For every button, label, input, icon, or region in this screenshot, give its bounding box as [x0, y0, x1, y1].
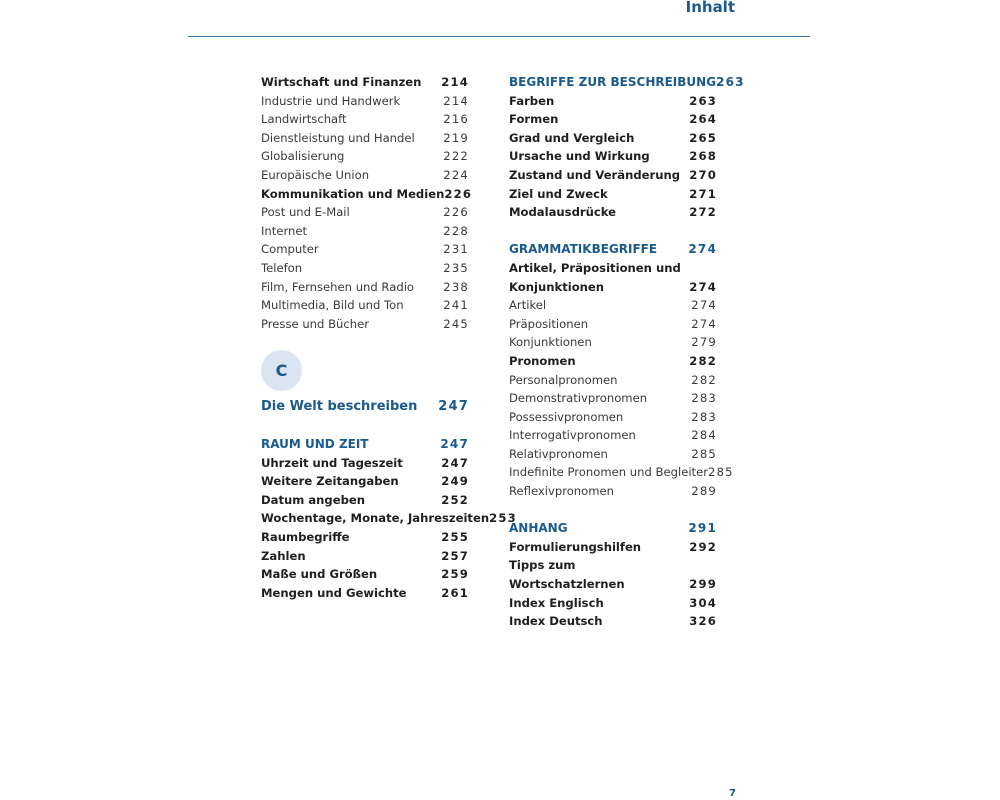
toc-entry-label: Internet	[261, 223, 308, 238]
toc-entry-label: Kommunikation und Medien	[261, 186, 445, 201]
toc-entry-label: Grad und Vergleich	[509, 130, 635, 145]
toc-entry-label: Indefinite Pronomen und Begleiter	[509, 465, 708, 480]
toc-entry-label: Telefon	[261, 260, 303, 275]
toc-entry-page: 219	[443, 130, 469, 145]
toc-entry-page: 283	[691, 409, 717, 424]
toc-entry[interactable]	[261, 278, 469, 297]
toc-entry[interactable]	[261, 315, 469, 334]
toc-entry-page: 265	[689, 130, 717, 145]
toc-entry-label: Maße und Größen	[261, 567, 378, 582]
toc-entry-label: Dienstleistung und Handel	[261, 130, 415, 145]
spacer	[261, 333, 469, 352]
toc-entry[interactable]	[261, 73, 469, 92]
toc-entry[interactable]	[261, 240, 469, 259]
toc-entry-label: BEGRIFFE ZUR BESCHREIBUNG	[509, 75, 717, 89]
toc-entry[interactable]	[261, 203, 469, 222]
toc-entry[interactable]	[509, 352, 717, 371]
toc-entry-label: Europäische Union	[261, 167, 370, 182]
toc-entry-label: Reflexivpronomen	[509, 484, 615, 499]
toc-entry-page: 231	[443, 242, 469, 257]
toc-entry-label: Mengen und Gewichte	[261, 585, 407, 600]
toc-entry[interactable]	[261, 92, 469, 111]
toc-entry-page: 274	[691, 298, 717, 313]
toc-entry-label: Zahlen	[261, 548, 306, 563]
toc-entry-label: Wirtschaft und Finanzen	[261, 75, 422, 89]
toc-entry-page: 255	[441, 530, 469, 545]
toc-entry-label: Tipps zum	[509, 558, 576, 573]
toc-entry-page: 253	[489, 511, 517, 526]
toc-entry[interactable]	[261, 528, 469, 547]
toc-section-heading[interactable]	[509, 519, 717, 538]
toc-entry[interactable]	[509, 296, 717, 315]
toc-entry[interactable]	[509, 445, 717, 464]
toc-entry[interactable]	[261, 454, 469, 473]
toc-entry-label: Farben	[509, 93, 555, 108]
toc-entry-page: 247	[441, 455, 469, 470]
toc-entry-page: 268	[689, 149, 717, 164]
toc-entry-page: 270	[689, 167, 717, 182]
toc-entry[interactable]	[261, 547, 469, 566]
toc-entry[interactable]	[509, 333, 717, 352]
toc-entry-page: 279	[691, 335, 717, 350]
toc-entry-page: 252	[441, 492, 469, 507]
toc-entry-page: 245	[443, 316, 469, 331]
toc-entry[interactable]	[509, 371, 717, 390]
toc-entry-page: 228	[443, 223, 469, 238]
toc-entry-label: Demonstrativpronomen	[509, 391, 648, 406]
toc-entry-label: Datum angeben	[261, 492, 366, 507]
toc-entry-label: Landwirtschaft	[261, 112, 347, 127]
toc-left-list	[261, 73, 473, 333]
toc-entry[interactable]	[261, 166, 469, 185]
toc-entry-label: Wochentage, Monate, Jahreszeiten	[261, 511, 490, 526]
toc-entry-label: Uhrzeit und Tageszeit	[261, 455, 403, 470]
toc-entry[interactable]	[261, 509, 517, 528]
chapter-letter-badge: C	[261, 350, 302, 391]
toc-entry-label: Weitere Zeitangaben	[261, 474, 399, 489]
toc-entry-page: 226	[443, 205, 469, 220]
toc-entry[interactable]	[509, 278, 717, 297]
toc-entry-label: Konjunktionen	[509, 335, 592, 350]
toc-entry[interactable]	[509, 259, 717, 278]
toc-entry-label: Presse und Bücher	[261, 316, 369, 331]
toc-entry-label: Konjunktionen	[509, 279, 605, 294]
toc-entry-page: 249	[441, 474, 469, 489]
toc-entry-page: 226	[444, 186, 473, 201]
toc-entry[interactable]	[509, 426, 717, 445]
toc-entry-label: Multimedia, Bild und Ton	[261, 298, 404, 313]
toc-entry-page: 326	[689, 614, 717, 629]
toc-entry[interactable]	[509, 389, 717, 408]
toc-entry[interactable]	[261, 296, 469, 315]
toc-entry[interactable]	[261, 565, 469, 584]
toc-left-list-2	[261, 435, 517, 602]
toc-entry-page: 238	[443, 279, 469, 294]
toc-entry-page: 214	[441, 75, 469, 89]
toc-entry[interactable]	[509, 463, 734, 482]
page-header-title: Inhalt	[685, 0, 735, 16]
toc-entry-label: Index Deutsch	[509, 614, 603, 629]
toc-entry[interactable]	[509, 185, 717, 204]
header-divider	[188, 36, 810, 37]
spacer	[509, 501, 717, 520]
toc-entry-label: Ziel und Zweck	[509, 186, 608, 201]
toc-section-heading[interactable]	[509, 240, 717, 259]
toc-entry-page: 259	[441, 567, 469, 582]
toc-entry[interactable]	[261, 222, 469, 241]
page-number: 7	[729, 788, 736, 799]
toc-entry-label: Computer	[261, 242, 319, 257]
toc-entry-page: 304	[689, 595, 717, 610]
toc-entry[interactable]	[509, 482, 717, 501]
toc-chapter-entry[interactable]	[261, 398, 469, 417]
toc-entry[interactable]	[261, 259, 469, 278]
toc-entry-label: Index Englisch	[509, 595, 604, 610]
toc-entry-label: Modalausdrücke	[509, 205, 616, 220]
toc-entry-page: 299	[689, 577, 717, 592]
toc-entry-page: 247	[440, 437, 469, 452]
toc-entry-label: Wortschatzlernen	[509, 577, 625, 592]
chapter-badge-wrap	[261, 352, 469, 398]
toc-entry-label: Artikel	[509, 298, 547, 313]
toc-entry[interactable]	[509, 594, 717, 613]
toc-entry-label: Possessivpronomen	[509, 409, 624, 424]
toc-entry-label: Post und E-Mail	[261, 205, 350, 220]
toc-entry-page: 272	[689, 205, 717, 220]
toc-entry-page: 292	[689, 539, 717, 554]
toc-entry[interactable]	[509, 166, 717, 185]
chapter-page: 247	[438, 398, 469, 414]
toc-entry-page: 289	[691, 484, 717, 499]
toc-entry-label: Interrogativpronomen	[509, 428, 636, 443]
toc-entry-label: Globalisierung	[261, 149, 345, 164]
toc-entry-page: 235	[443, 260, 469, 275]
toc-entry-label: Ursache und Wirkung	[509, 149, 650, 164]
toc-entry-label: Industrie und Handwerk	[261, 93, 401, 108]
toc-section-heading[interactable]	[261, 435, 469, 454]
toc-entry-page: 261	[441, 585, 469, 600]
toc-entry-label: Relativpronomen	[509, 446, 608, 461]
toc-entry[interactable]	[261, 584, 469, 603]
toc-entry[interactable]	[509, 556, 717, 575]
toc-entry-label: RAUM UND ZEIT	[261, 437, 369, 452]
chapter-title: Die Welt beschreiben	[261, 398, 418, 414]
toc-right-list	[509, 73, 745, 631]
toc-entry-page: 241	[443, 298, 469, 313]
toc-entry-page: 214	[443, 93, 469, 108]
toc-entry-page: 285	[708, 465, 734, 480]
toc-entry[interactable]	[509, 315, 717, 334]
toc-section-heading[interactable]	[509, 73, 745, 92]
toc-entry[interactable]	[509, 203, 717, 222]
toc-entry-label: Film, Fernsehen und Radio	[261, 279, 415, 294]
toc-entry[interactable]	[509, 147, 717, 166]
toc-entry-page: 263	[689, 93, 717, 108]
toc-entry-label: Formen	[509, 112, 559, 127]
toc-entry-label: Zustand und Veränderung	[509, 167, 681, 182]
toc-entry-page: 224	[443, 167, 469, 182]
toc-entry-page: 216	[443, 112, 469, 127]
toc-entry[interactable]	[261, 110, 469, 129]
toc-entry-label: Artikel, Präpositionen und	[509, 260, 681, 275]
toc-entry-page: 284	[691, 428, 717, 443]
toc-entry-page: 291	[688, 521, 717, 536]
toc-entry[interactable]	[509, 129, 717, 148]
toc-entry-page: 274	[689, 279, 717, 294]
toc-entry-label: Formulierungshilfen	[509, 539, 642, 554]
spacer	[261, 417, 469, 436]
toc-entry-label: GRAMMATIKBEGRIFFE	[509, 242, 658, 257]
toc-entry-page: 285	[691, 446, 717, 461]
toc-entry-page: 282	[689, 353, 717, 368]
toc-entry-page: 271	[689, 186, 717, 201]
toc-entry[interactable]	[509, 92, 717, 111]
toc-entry[interactable]	[261, 472, 469, 491]
toc-entry-page: 274	[691, 316, 717, 331]
toc-entry-label: Präpositionen	[509, 316, 589, 331]
toc-entry-page: 282	[691, 372, 717, 387]
toc-entry-label: ANHANG	[509, 521, 568, 536]
toc-entry-label: Raumbegriffe	[261, 530, 350, 545]
toc-entry-page: 283	[691, 391, 717, 406]
toc-entry-page: 263	[716, 75, 745, 89]
toc-entry-page: 257	[441, 548, 469, 563]
toc-entry[interactable]	[509, 408, 717, 427]
toc-entry-label: Personalpronomen	[509, 372, 618, 387]
toc-entry-page: 222	[443, 149, 469, 164]
toc-left-column	[261, 73, 517, 602]
toc-entry[interactable]	[509, 575, 717, 594]
toc-entry[interactable]	[261, 491, 469, 510]
toc-entry[interactable]	[509, 612, 717, 631]
toc-entry-page: 264	[689, 112, 717, 127]
toc-entry[interactable]	[261, 129, 469, 148]
toc-entry-page: 274	[688, 242, 717, 257]
toc-entry[interactable]	[261, 185, 473, 204]
toc-entry-label: Pronomen	[509, 353, 576, 368]
toc-entry[interactable]	[509, 110, 717, 129]
toc-entry[interactable]	[509, 538, 717, 557]
spacer	[509, 222, 717, 241]
toc-right-column	[509, 73, 745, 631]
toc-entry[interactable]	[261, 147, 469, 166]
